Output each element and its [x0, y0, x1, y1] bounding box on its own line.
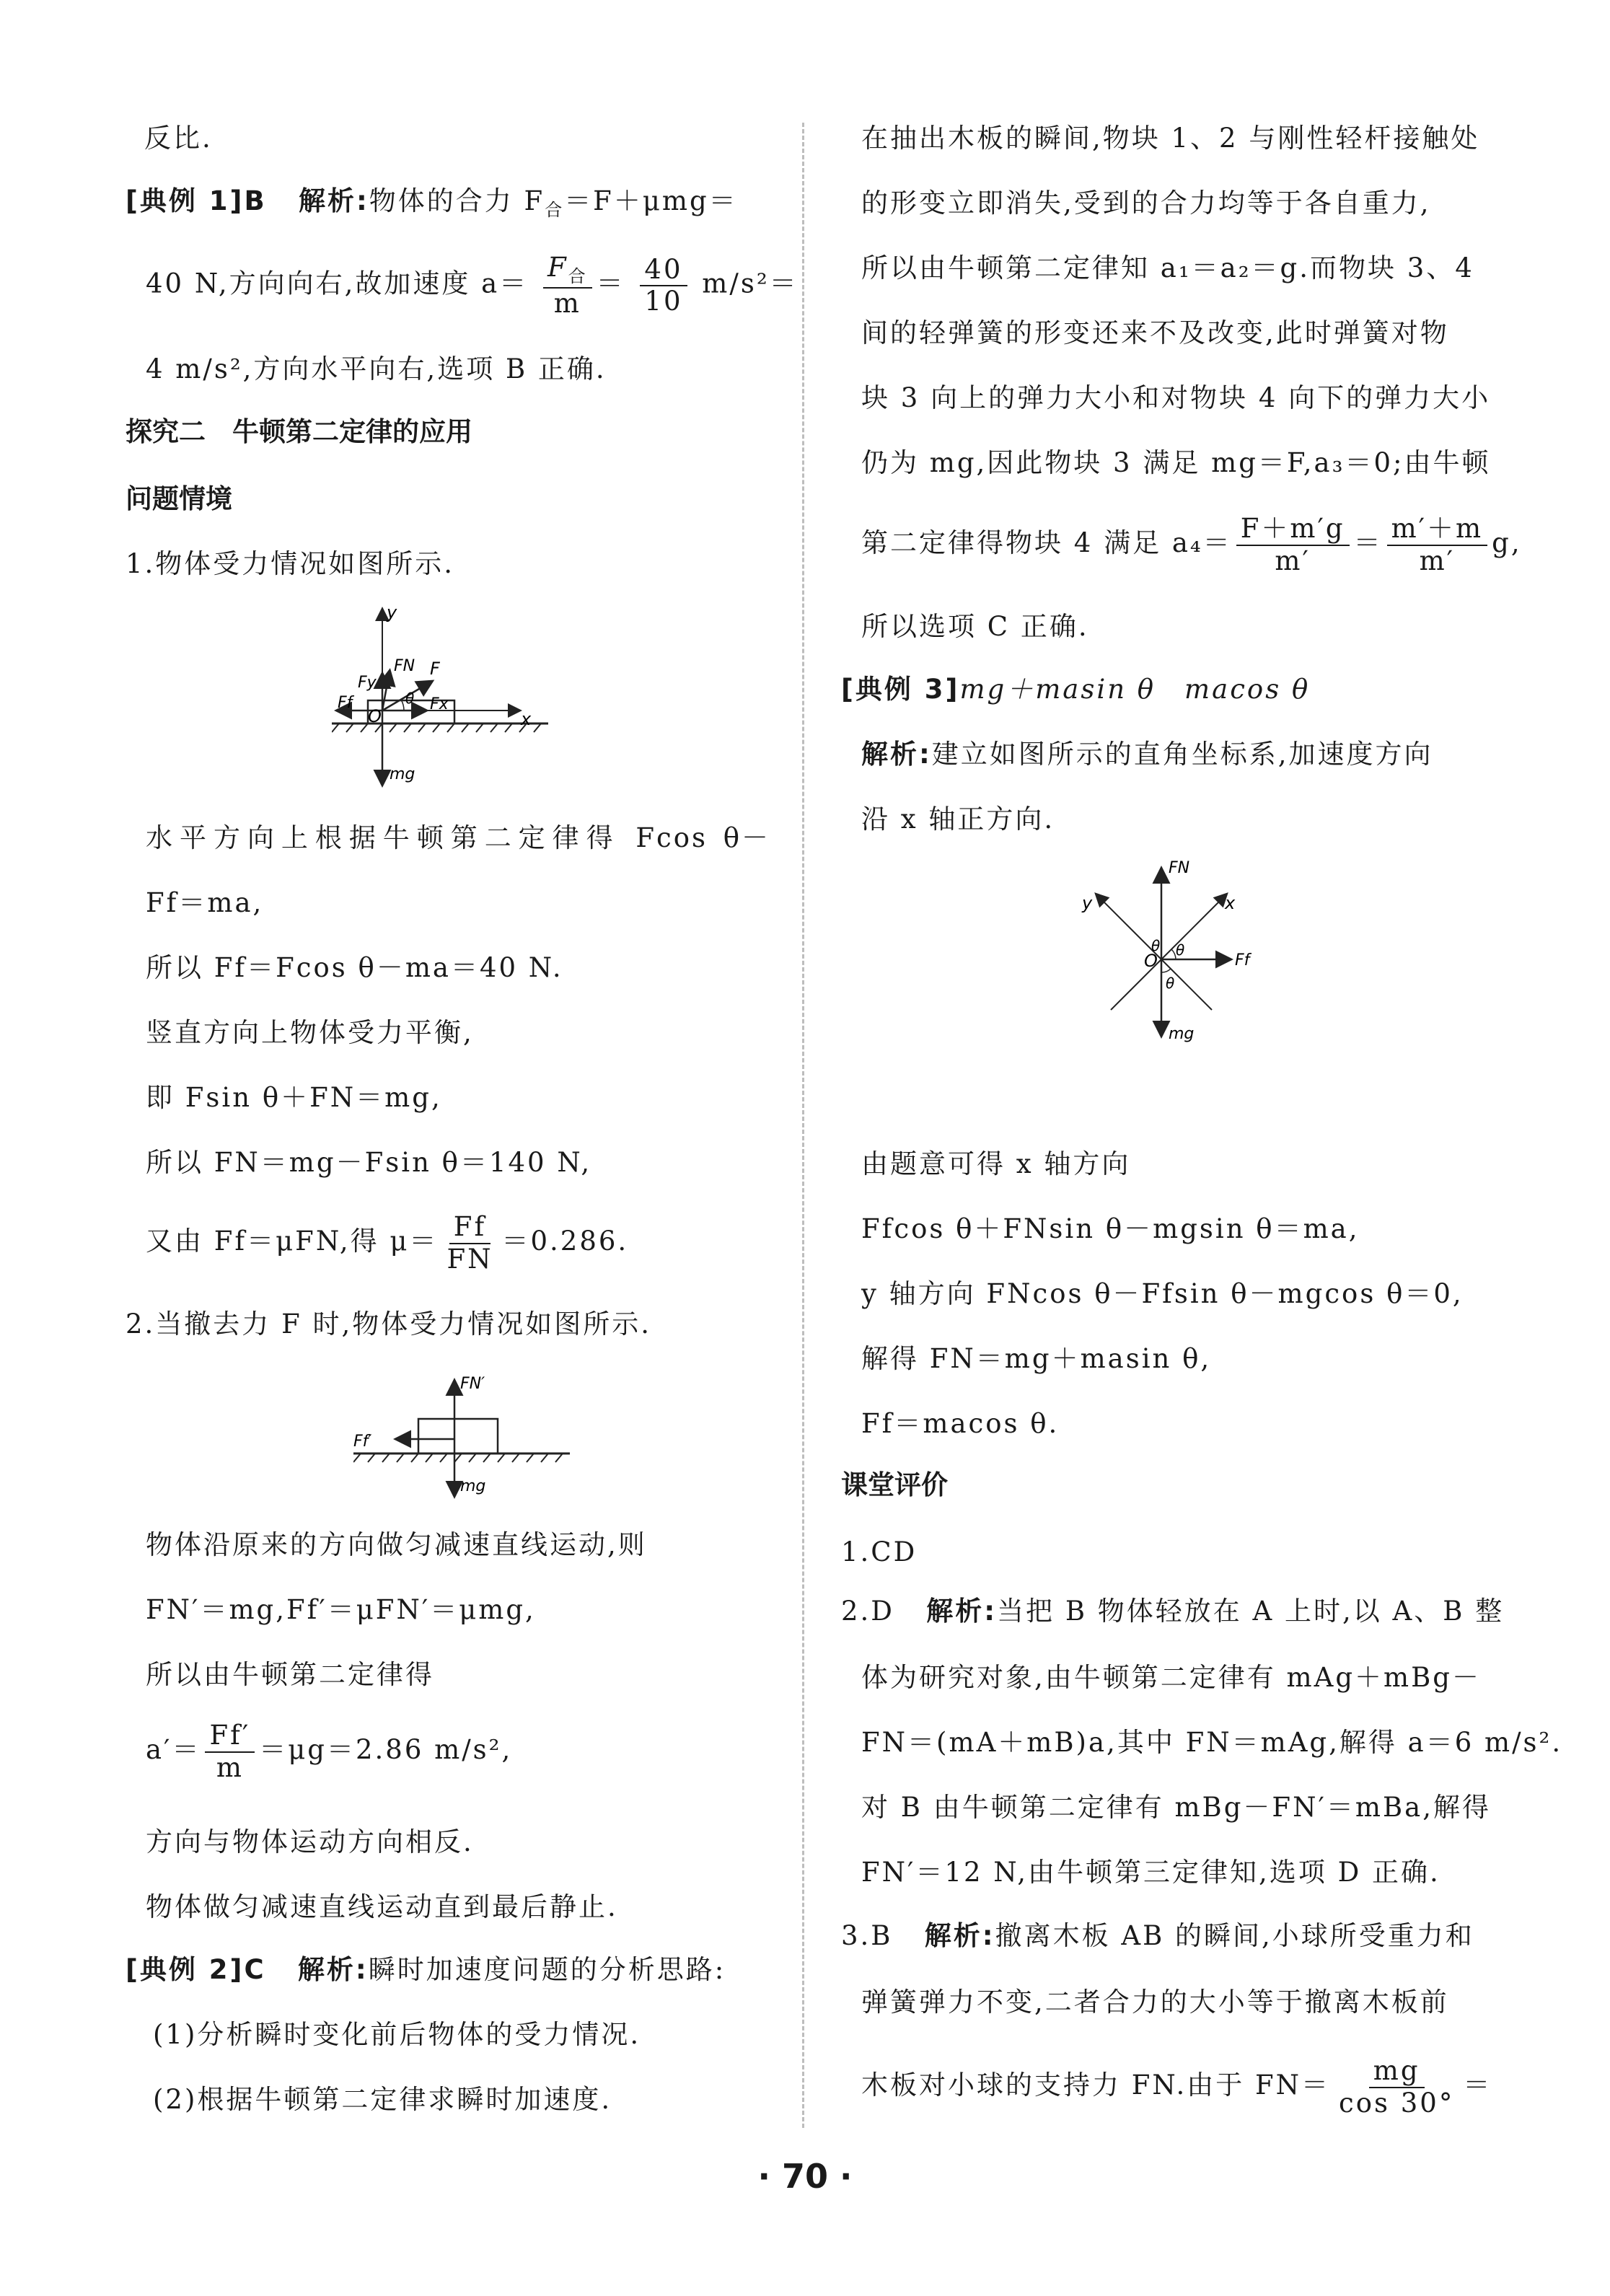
section-title: 课堂评价	[841, 1469, 948, 1500]
text-line: (1)分析瞬时变化前后物体的受力情况.	[153, 2019, 641, 2050]
force-diagram-1	[332, 602, 606, 790]
force-diagram-3	[1068, 858, 1284, 1053]
formula-line: a′＝ $\frac{Ff'}{m}$ ＝μg＝2.86 m/s²,	[146, 1720, 513, 1783]
answer-line: 1.CD	[841, 1536, 918, 1567]
question-line: 2.当撤去力 F 时,物体受力情况如图所示.	[126, 1308, 652, 1340]
fn-label: FN	[1169, 859, 1190, 877]
formula-text: ＝F＋μmg＝	[564, 185, 738, 216]
text-line: FN′＝mg,Ff′＝μFN′＝μmg,	[146, 1594, 536, 1625]
formula-line: 木板对小球的支持力 FN.由于 FN＝ $\frac{mg}{\cos 30^\circ}$ ＝	[861, 2055, 1492, 2119]
text-line: 即 Fsin θ＋FN＝mg,	[146, 1082, 442, 1113]
text-line: Ff＝macos θ.	[861, 1408, 1060, 1439]
text-line: 沿 x 轴正方向.	[861, 804, 1055, 835]
analysis-label: 解析:	[297, 1954, 369, 1985]
text-line: 解析:建立如图所示的直角坐标系,加速度方向	[861, 739, 1433, 770]
text-line: Ffcos θ＋FNsin θ－mgsin θ＝ma,	[861, 1213, 1360, 1244]
ff-label: Ff	[338, 694, 353, 712]
mg-label: mg	[1169, 1025, 1195, 1043]
y-axis-label: y	[1082, 893, 1093, 913]
question-line: 1.物体受力情况如图所示.	[126, 548, 455, 579]
text-line: 物体沿原来的方向做匀减速直线运动,则	[146, 1529, 647, 1560]
x-axis-label: x	[521, 709, 532, 729]
example-3-line: [典例 3]mg＋masin θ macos θ	[841, 674, 1311, 705]
formula-text: 40 N,方向向右,故加速度 a＝	[146, 268, 529, 299]
formula-line: 第二定律得物块 4 满足 a₄＝ $\frac{F+m'g}{m'}$ ＝ $\frac{m'+m}{m'}$ g,	[861, 513, 1522, 576]
text-line: 间的轻弹簧的形变还来不及改变,此时弹簧对物	[861, 317, 1449, 348]
analysis-label: 解析:	[924, 1920, 995, 1951]
text-line: 所以由牛顿第二定律得	[146, 1659, 434, 1690]
answer-line: 2.D 解析:当把 B 物体轻放在 A 上时,以 A、B 整	[841, 1596, 1505, 1627]
y-axis-label: y	[387, 602, 397, 623]
text-line: 所以由牛顿第二定律知 a₁＝a₂＝g.而物块 3、4	[861, 252, 1474, 283]
fraction: $\frac{Ff}{FN}$	[447, 1211, 493, 1275]
fn-label: FN	[394, 657, 415, 675]
ff-label: Ff	[1235, 951, 1250, 969]
fraction: $\frac{40}{10}$	[640, 255, 687, 317]
force-diagram-2	[353, 1367, 584, 1511]
text-line: 水平方向上根据牛顿第二定律得 Fcos θ－	[146, 822, 770, 853]
x-axis-label: x	[1225, 893, 1236, 913]
text-line: 竖直方向上物体受力平衡,	[146, 1017, 474, 1048]
text-line: 仍为 mg,因此物块 3 满足 mg＝F,a₃＝0;由牛顿	[861, 447, 1491, 478]
example-1-line	[126, 184, 775, 227]
example-tag: [典例 1]B	[126, 185, 267, 216]
theta-label: θ	[1151, 937, 1161, 954]
fn-prime-label: FN′	[460, 1375, 485, 1393]
f-label: F	[430, 659, 440, 679]
example-tag: [典例 3]	[841, 674, 960, 705]
fy-label: Fy	[358, 674, 377, 692]
text-line: FN′＝12 N,由牛顿第三定律知,选项 D 正确.	[861, 1857, 1440, 1888]
text-line: 由题意可得 x 轴方向	[861, 1148, 1131, 1179]
text-line: 的形变立即消失,受到的合力均等于各自重力,	[861, 188, 1431, 219]
column-divider	[802, 123, 804, 2128]
analysis-label: 解析:	[861, 739, 932, 770]
origin-label: O	[1144, 951, 1158, 971]
mg-label: mg	[390, 765, 415, 783]
text-line: (2)根据牛顿第二定律求瞬时加速度.	[153, 2084, 612, 2115]
text-line: 弹簧弹力不变,二者合力的大小等于撤离木板前	[861, 1987, 1449, 2018]
mg-label: mg	[460, 1477, 486, 1495]
subscript: 合	[545, 200, 565, 220]
subsection-title: 问题情境	[126, 483, 232, 514]
text-line: 在抽出木板的瞬间,物块 1、2 与刚性轻杆接触处	[861, 123, 1480, 154]
example-2-line: [典例 2]C 解析:瞬时加速度问题的分析思路:	[126, 1954, 726, 1985]
text-line: 体为研究对象,由牛顿第二定律有 mAg＋mBg－	[861, 1662, 1481, 1693]
text-line: 解得 FN＝mg＋masin θ,	[861, 1343, 1212, 1374]
fraction: $\frac{mg}{\cos 30^\circ}$	[1339, 2055, 1455, 2119]
section-title: 探究二 牛顿第二定律的应用	[126, 416, 472, 447]
text-line: 对 B 由牛顿第二定律有 mBg－FN′＝mBa,解得	[861, 1792, 1491, 1823]
analysis-label: 解析:	[926, 1596, 998, 1627]
formula-text: m/s²＝	[702, 268, 799, 299]
text-line: 所以 Ff＝Fcos θ－ma＝40 N.	[146, 952, 563, 983]
page-number: · 70 ·	[757, 2157, 853, 2196]
origin-label: O	[368, 706, 382, 726]
text-line: 4 m/s²,方向水平向右,选项 B 正确.	[146, 353, 607, 384]
fraction: $\frac{F_合}{m}$	[543, 252, 592, 319]
text-line: y 轴方向 FNcos θ－Ffsin θ－mgcos θ＝0,	[861, 1278, 1464, 1309]
formula-line: 又由 Ff＝μFN,得 μ＝ $\frac{Ff}{FN}$ ＝0.286.	[146, 1211, 629, 1275]
text-line: 块 3 向上的弹力大小和对物块 4 向下的弹力大小	[861, 382, 1491, 413]
analysis-label: 解析:	[298, 185, 369, 216]
answer-line: 3.B 解析:撤离木板 AB 的瞬间,小球所受重力和	[841, 1920, 1474, 1951]
example-1-formula: 40 N,方向向右,故加速度 a＝ $\frac{F_合}{m}$ ＝ $\frac{40}{10}$ m/s²＝	[146, 252, 799, 319]
text-line: 物体做匀减速直线运动直到最后静止.	[146, 1891, 618, 1922]
ff-prime-label: Ff′	[353, 1433, 372, 1451]
formula-text: 物体的合力 F	[369, 185, 545, 216]
text-line: Ff＝ma,	[146, 887, 264, 918]
text-line: 反比.	[144, 123, 213, 154]
theta-label: θ	[405, 690, 415, 707]
example-tag: [典例 2]C	[126, 1954, 266, 1985]
text-line: 方向与物体运动方向相反.	[146, 1826, 474, 1857]
fx-label: Fx	[430, 695, 449, 713]
text-line: 所以 FN＝mg－Fsin θ＝140 N,	[146, 1147, 592, 1178]
fraction: $\frac{F+m'g}{m'}$	[1236, 514, 1350, 576]
theta-label: θ	[1176, 941, 1185, 959]
fraction: $\frac{m'+m}{m'}$	[1387, 514, 1488, 576]
text-line: 所以选项 C 正确.	[861, 611, 1089, 642]
theta-label: θ	[1166, 975, 1175, 992]
fraction: $\frac{Ff'}{m}$	[205, 1720, 255, 1783]
text-line: FN＝(mA＋mB)a,其中 FN＝mAg,解得 a＝6 m/s².	[861, 1727, 1563, 1758]
